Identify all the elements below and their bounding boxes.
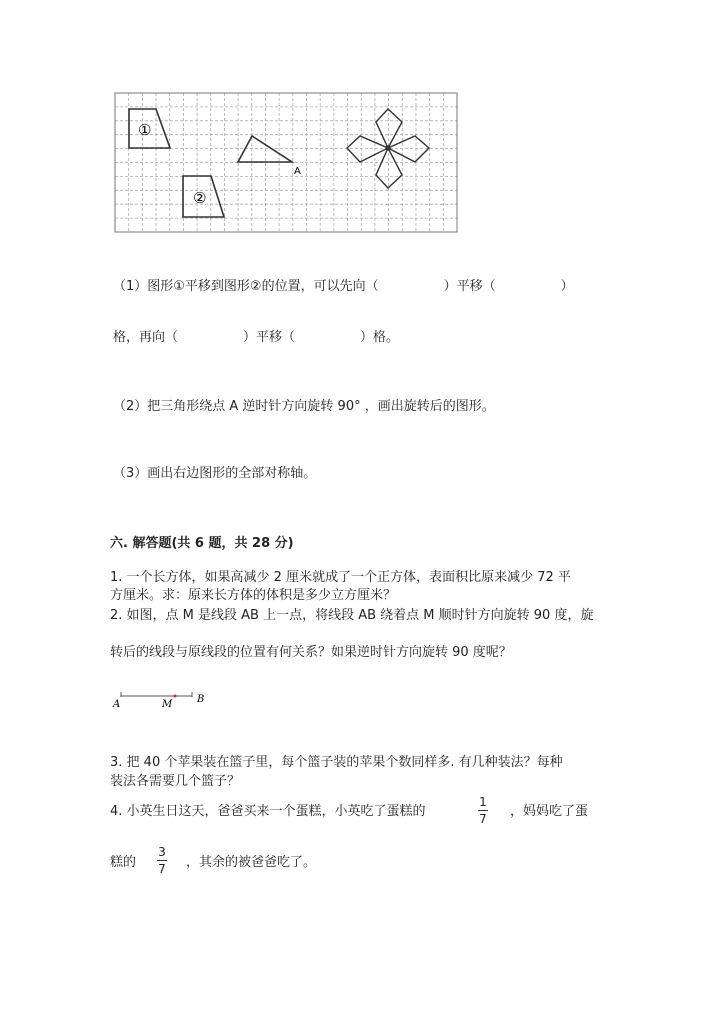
fraction-three-sevenths (157, 845, 167, 876)
p4-line1-b: ，妈妈吃了蛋 (510, 804, 589, 819)
segment-label-b: B (197, 694, 205, 705)
p4-line2-b: ，其余的被爸爸吃了。 (186, 855, 317, 870)
numerator: 1 (479, 795, 487, 809)
p4-line1-a: 4. 小英生日这天，爸爸买来一个蛋糕，小英吃了蛋糕的 (110, 804, 426, 819)
fraction-one-seventh (478, 795, 488, 826)
p4-line2-a: 糕的 (110, 855, 137, 870)
segment-label-a: A (113, 699, 121, 710)
denominator: 7 (158, 862, 166, 876)
grid-figure (0, 0, 720, 260)
point-a-label: A (294, 166, 301, 177)
point-m (174, 695, 177, 698)
p3-line2: 装法各需要几个篮子？ (110, 774, 241, 789)
denominator: 7 (479, 812, 487, 826)
p2-line1: 2. 如图，点 M 是线段 AB 上一点，将线段 AB 绕着点 M 顺时针方向旋转 90 度，旋 (110, 608, 594, 623)
p1-line2: 方厘米。求：原来长方体的体积是多少立方厘米？ (110, 588, 397, 603)
shape-2-label: ② (193, 189, 207, 207)
numerator: 3 (158, 845, 166, 859)
shape-1-label: ① (138, 121, 152, 139)
section-title: 六. 解答题(共 6 题，共 28 分) (110, 536, 294, 551)
q3-text: （3）画出右边图形的全部对称轴。 (113, 466, 317, 481)
segment-label-m: M (162, 699, 173, 710)
q1-line1: （1）图形①平移到图形②的位置，可以先向（ ）平移（ ） (113, 279, 574, 294)
p3-line1: 3. 把 40 个苹果装在篮子里，每个篮子装的苹果个数同样多. 有几种装法？每种 (110, 755, 563, 770)
p1-line1: 1. 一个长方体，如果高减少 2 厘米就成了一个正方体，表面积比原来减少 72 平 (110, 570, 571, 585)
q1-line2: 格，再向（ ）平移（ ）格。 (113, 330, 400, 345)
p2-line2: 转后的线段与原线段的位置有何关系？如果逆时针方向旋转 90 度呢？ (110, 645, 512, 660)
q2-text: （2）把三角形绕点 A 逆时针方向旋转 90° ，画出旋转后的图形。 (113, 399, 495, 414)
